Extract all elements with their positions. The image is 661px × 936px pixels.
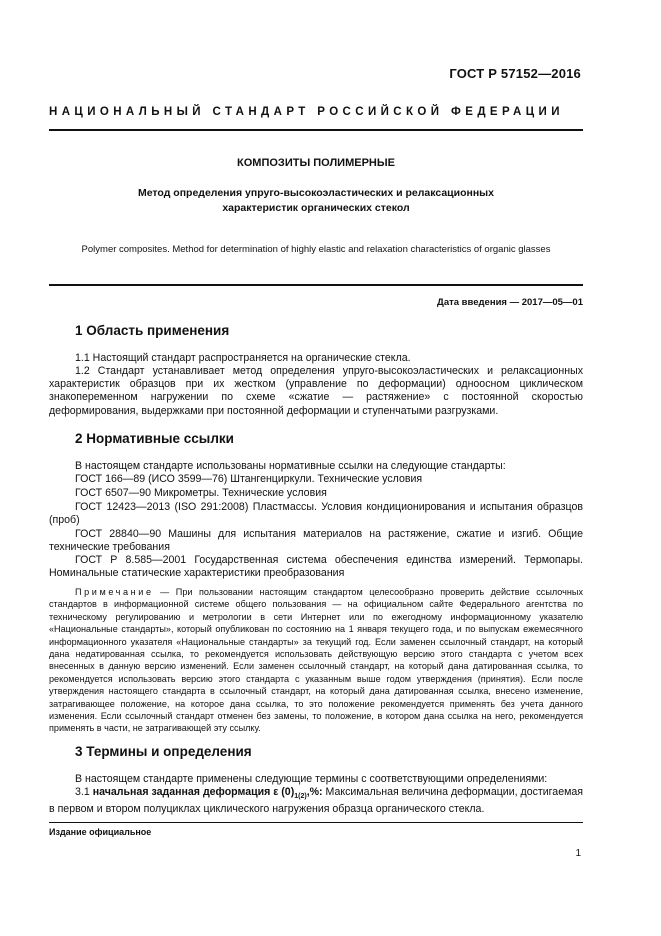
section-3-heading: 3 Термины и определения [75, 744, 252, 759]
paragraph-1-2: 1.2 Стандарт устанавливает метод определения упруго-высокоэластических и релаксационных характеристик образцов при их жестком (управление по деформации) одноосном циклическом знакопеременном нагружении по схеме «сжатие — растяжение» с постоянной скоростью деформирования, выдержками при постоянной деформации и ступенчатыми разгрузками. [49, 365, 583, 417]
national-standard-banner: НАЦИОНАЛЬНЫЙ СТАНДАРТ РОССИЙСКОЙ ФЕДЕРАЦИИ [49, 106, 564, 118]
document-subtitle [49, 186, 583, 216]
reference-gost-6507: ГОСТ 6507—90 Микрометры. Технические условия [75, 487, 327, 499]
english-title: Polymer composites. Method for determination of highly elastic and relaxation characteristics of organic glasses [81, 244, 551, 255]
terms-intro: В настоящем стандарте применены следующие термины с соответствующими определениями: [75, 773, 548, 785]
reference-gost-12423: ГОСТ 12423—2013 (ISO 291:2008) Пластмассы. Условия кондиционирования и испытания образцов (проб) [49, 501, 583, 527]
term-name: начальная заданная деформация [92, 786, 271, 798]
title-divider [49, 284, 583, 286]
document-title: КОМПОЗИТЫ ПОЛИМЕРНЫЕ [237, 157, 395, 169]
note-text: — При пользовании настоящим стандартом целесообразно проверить действие ссылочных стандартов в информационной системе общего пользования — на официальном сайте Федерального агентства по техническому регулированию и метрологии в сети Интернет или по ежегодному информационному указателю «Национальные стандарты», который опубликован по состоянию на 1 января текущего года, и по выпускам ежемесячного информационного указателя «Национальные стандарты» за текущий год. Если заменен ссылочный стандарт, на который дана недатированная ссылка, то рекомендуется использовать действующую версию этого стандарта с учетом всех внесенных в данную версию изменений. Если заменен ссылочный стандарт, на который дана датированная ссылка, то рекомендуется использовать версию этого стандарта с указанным выше годом утверждения (принятия). Если после утверждения настоящего стандарта в ссылочный стандарт, на который дана датированная ссылка, внесено изменение, затрагивающее положение, на которое дана ссылка, то это положение рекомендуется применять без учета данного изменения. Если ссылочный стандарт отменен без замены, то положение, в котором дана ссылка на него, рекомендуется применять в части, не затрагивающей эту ссылку. [49, 587, 583, 734]
reference-gost-166: ГОСТ 166—89 (ИСО 3599—76) Штангенциркули. Технические условия [75, 473, 423, 485]
references-note [49, 586, 583, 735]
top-divider [49, 129, 583, 131]
term-unit: ,%: [306, 786, 323, 798]
term-3-1 [49, 786, 583, 817]
subtitle-line-1: Метод определения упруго-высокоэластических и релаксационных [137, 187, 494, 199]
document-code: ГОСТ Р 57152—2016 [449, 66, 581, 81]
reference-gost-r-8-585: ГОСТ Р 8.585—2001 Государственная система обеспечения единства измерений. Термопары. Номинальные статические характеристики преобразования [49, 554, 583, 580]
term-number: 3.1 [75, 786, 90, 798]
term-subscript: 1(2) [294, 793, 307, 801]
section-2-heading: 2 Нормативные ссылки [75, 431, 234, 446]
references-intro: В настоящем стандарте использованы нормативные ссылки на следующие стандарты: [75, 460, 506, 472]
subtitle-line-2: характеристик органических стекол [222, 202, 410, 214]
introduction-date: Дата введения — 2017—05—01 [437, 297, 583, 308]
note-label: Примечание [75, 587, 154, 597]
term-symbol: ε (0) [273, 786, 295, 798]
footer-divider [49, 822, 583, 823]
section-1-heading: 1 Область применения [75, 323, 230, 338]
term-definition: Максимальная величина деформации, достигаемая в первом и втором полуциклах циклического нагружения образца органического стекла. [49, 786, 583, 816]
paragraph-1-1: 1.1 Настоящий стандарт распространяется на органические стекла. [75, 352, 411, 364]
official-edition-label: Издание официальное [49, 827, 152, 837]
page-number: 1 [575, 848, 581, 859]
reference-gost-28840: ГОСТ 28840—90 Машины для испытания материалов на растяжение, сжатие и изгиб. Общие технические требования [49, 528, 583, 554]
